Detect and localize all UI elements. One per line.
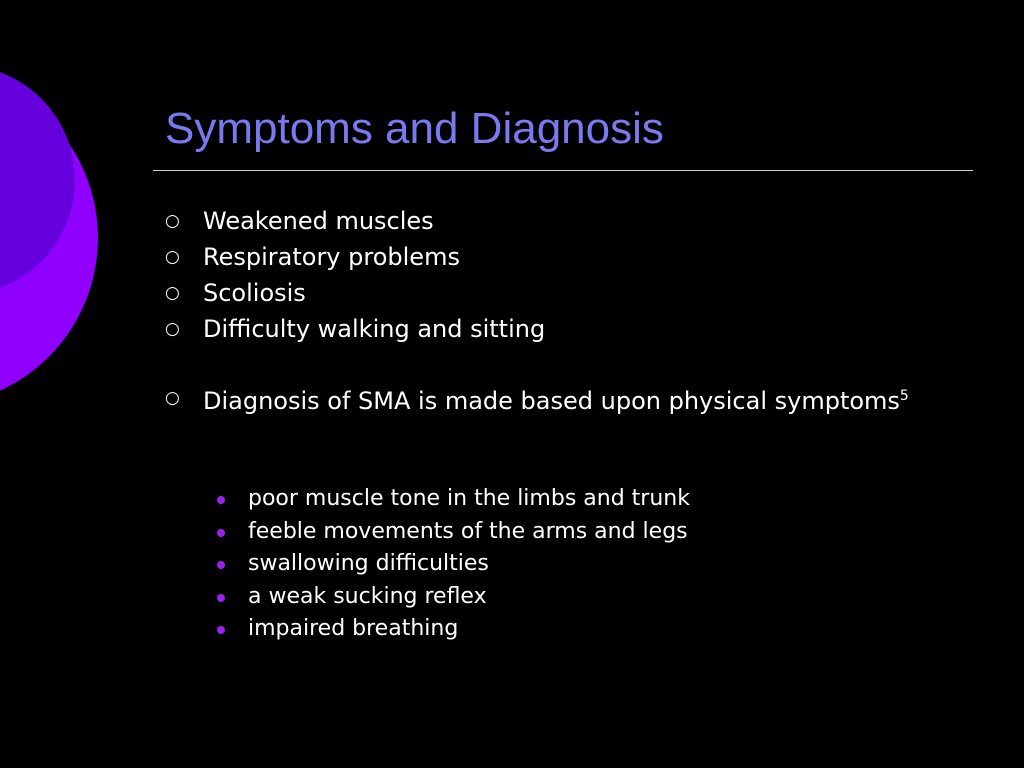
bullet-item bbox=[165, 203, 945, 239]
sub-bullet-text: impaired breathing bbox=[248, 616, 459, 641]
bullet-item bbox=[165, 275, 945, 311]
citation-superscript: 5 bbox=[899, 388, 909, 404]
hollow-circle-bullet-icon: ○ bbox=[165, 388, 180, 408]
sub-bullet-text: feeble movements of the arms and legs bbox=[248, 518, 688, 544]
sub-bullet-item bbox=[215, 483, 690, 516]
hollow-circle-bullet-icon: ○ bbox=[165, 283, 180, 303]
sub-bullet-item bbox=[215, 613, 690, 646]
filled-dot-bullet-icon bbox=[217, 529, 225, 537]
filled-dot-bullet-icon bbox=[217, 626, 225, 634]
hollow-circle-bullet-icon: ○ bbox=[165, 247, 180, 267]
title-divider bbox=[153, 170, 973, 171]
bullet-item bbox=[165, 239, 945, 275]
hollow-circle-bullet-icon: ○ bbox=[165, 319, 180, 339]
bullet-text: Respiratory problems bbox=[203, 243, 460, 271]
bullet-item bbox=[165, 311, 945, 347]
decorative-circles bbox=[0, 0, 110, 400]
sub-bullet-text: swallowing difficulties bbox=[248, 551, 489, 576]
slide-title: Symptoms and Diagnosis bbox=[165, 104, 664, 153]
bullet-list bbox=[165, 203, 945, 416]
bullet-text: Difficulty walking and sitting bbox=[203, 315, 546, 343]
bullet-text: Weakened muscles bbox=[203, 207, 434, 235]
bullet-item-diagnosis bbox=[165, 383, 945, 416]
sub-bullet-list bbox=[215, 483, 690, 646]
filled-dot-bullet-icon bbox=[217, 496, 225, 504]
sub-bullet-item bbox=[215, 548, 690, 581]
hollow-circle-bullet-icon: ○ bbox=[165, 211, 180, 231]
bullet-text: Scoliosis bbox=[203, 279, 306, 307]
bullet-text: Diagnosis of SMA is made based upon physical symptoms bbox=[203, 387, 900, 415]
sub-bullet-text: poor muscle tone in the limbs and trunk bbox=[248, 486, 690, 511]
sub-bullet-item bbox=[215, 516, 690, 549]
filled-dot-bullet-icon bbox=[217, 594, 225, 602]
filled-dot-bullet-icon bbox=[217, 561, 225, 569]
sub-bullet-text: a weak sucking reflex bbox=[248, 583, 487, 609]
sub-bullet-item bbox=[215, 581, 690, 614]
